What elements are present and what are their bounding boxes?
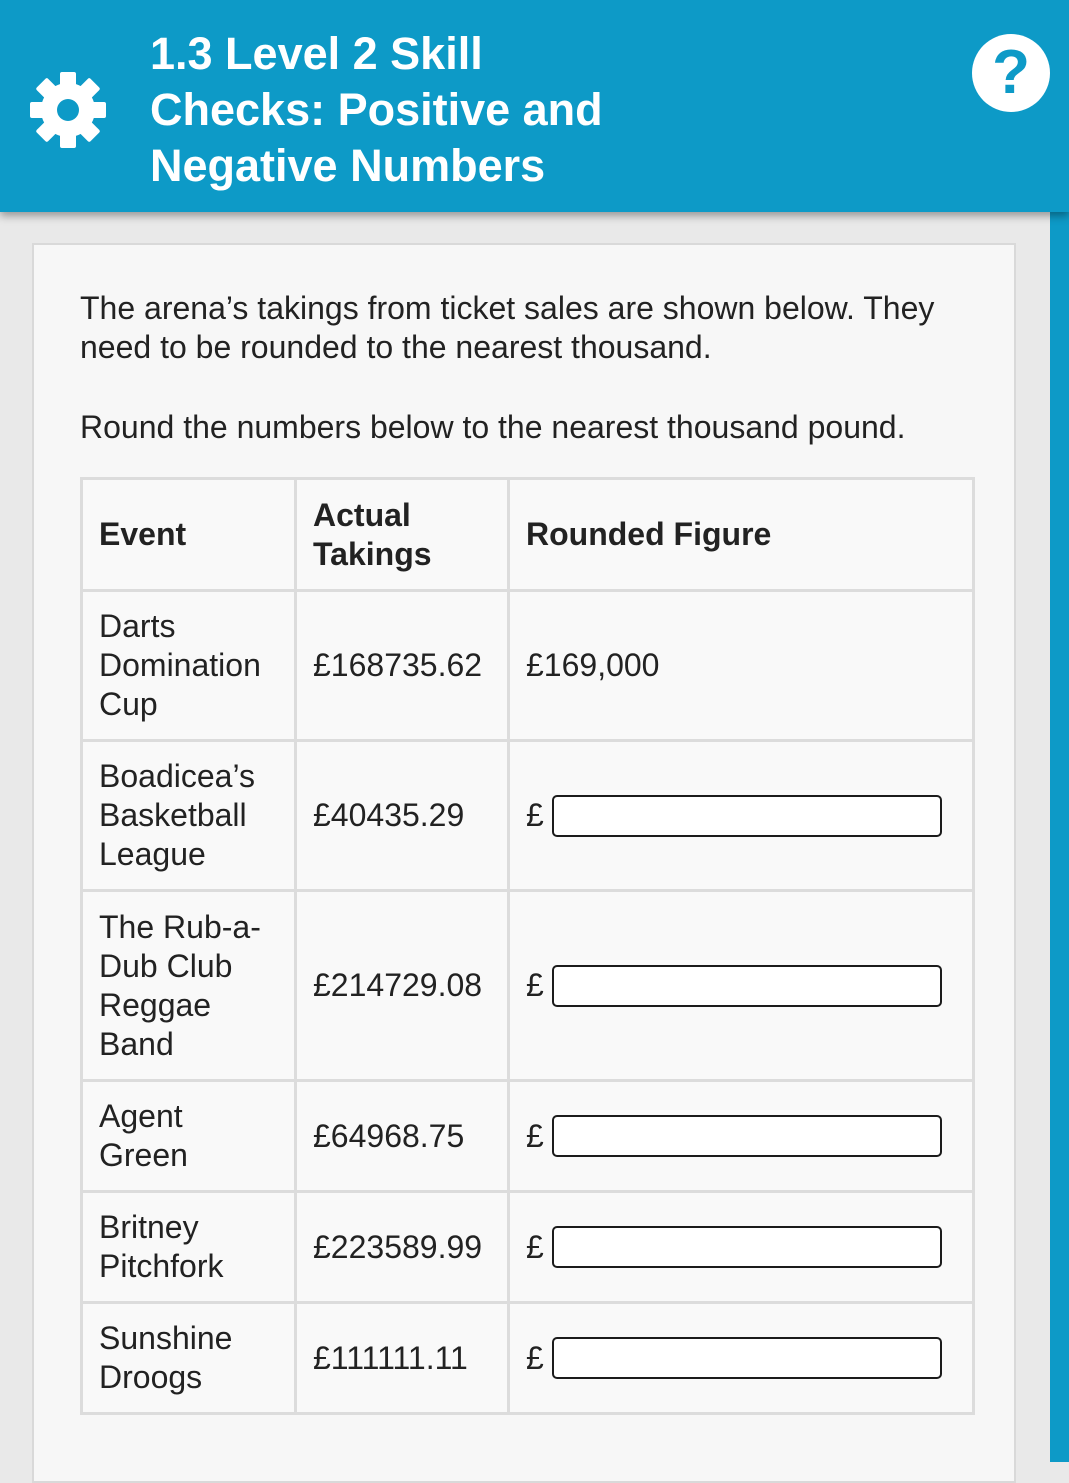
rounded-figure-input[interactable] [552,1115,942,1157]
gear-icon[interactable] [28,70,108,150]
currency-symbol: £ [526,1339,544,1376]
currency-symbol: £ [526,967,544,1003]
actual-takings: £223589.99 [296,1192,509,1303]
scrollbar[interactable] [1050,212,1069,1462]
actual-takings: £214729.08 [296,891,509,1081]
actual-takings: £111111.11 [296,1303,509,1414]
currency-symbol: £ [526,1228,544,1265]
event-name: The Rub-a-Dub Club Reggae Band [82,891,296,1081]
currency-symbol: £ [526,797,544,833]
table-row [82,1303,974,1414]
rounded-figure-cell [509,1303,974,1414]
rounded-figure-input[interactable] [552,1337,942,1379]
question-intro: The arena’s takings from ticket sales are shown below. They need to be rounded to the nearest thousand. [80,290,935,365]
rounded-figure-cell [509,1081,974,1192]
event-name: Agent Green [82,1081,296,1192]
table-row [82,591,974,741]
column-header-rounded-figure: Rounded Figure [509,479,974,591]
rounded-figure-input[interactable] [552,795,942,837]
rounded-figure-input[interactable] [552,1226,942,1268]
column-header-actual-takings: Actual Takings [296,479,509,591]
table-header-row [82,479,974,591]
event-name: Boadicea’s Basketball League [82,741,296,891]
event-name: Darts Domination Cup [82,591,296,741]
event-name: Britney Pitchfork [82,1192,296,1303]
rounded-figure-input[interactable] [552,965,942,1007]
rounded-figure-cell [509,1192,974,1303]
app-header [0,0,1069,212]
currency-symbol: £ [526,1117,544,1154]
table-row [82,1192,974,1303]
page-title: 1.3 Level 2 Skill Checks: Positive and Negative Numbers [150,28,603,191]
actual-takings: £40435.29 [296,741,509,891]
question-instruction: Round the numbers below to the nearest thousand pound. [80,409,906,445]
question-card [32,243,1016,1483]
rounded-figure-cell [509,891,974,1081]
rounded-figure: £169,000 [509,591,974,741]
table-row [82,891,974,1081]
rounded-figure-cell [509,741,974,891]
help-button[interactable]: ? [972,34,1050,112]
actual-takings: £168735.62 [296,591,509,741]
column-header-event: Event [82,479,296,591]
table-row [82,1081,974,1192]
takings-table [80,477,975,1415]
event-name: Sunshine Droogs [82,1303,296,1414]
table-row [82,741,974,891]
actual-takings: £64968.75 [296,1081,509,1192]
